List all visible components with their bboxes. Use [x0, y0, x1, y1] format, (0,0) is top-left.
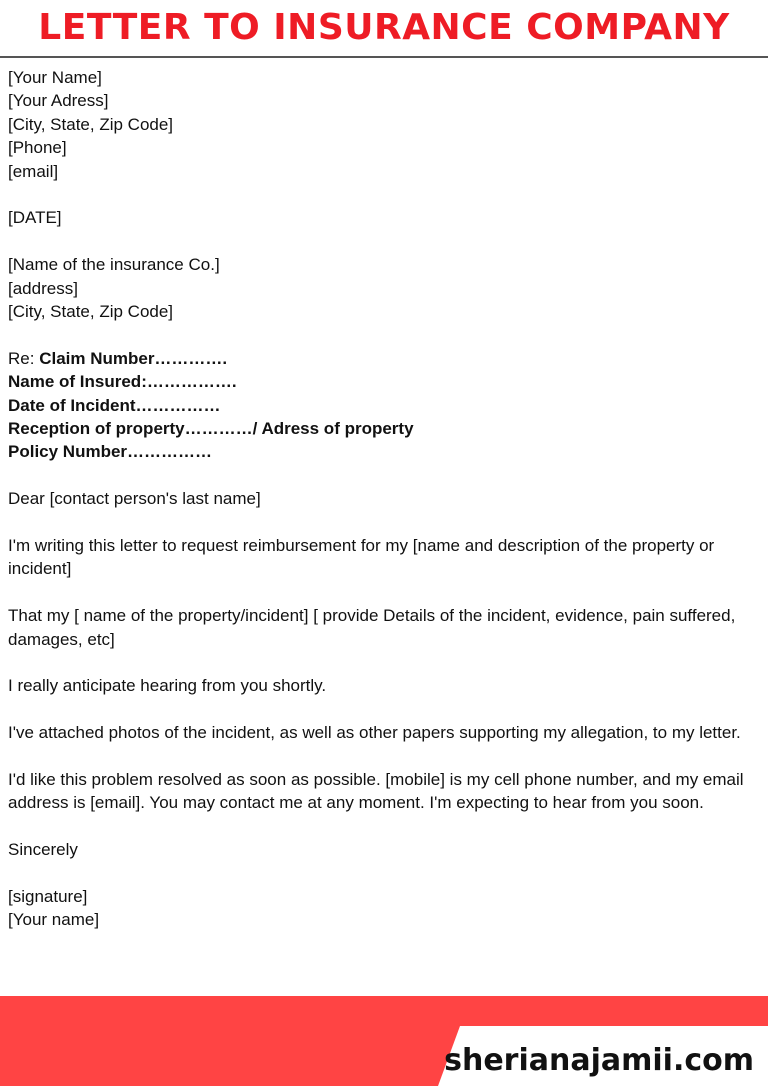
letter-date: [DATE] [8, 208, 62, 228]
salutation: Dear [contact person's last name] [8, 489, 261, 509]
date-of-incident: Date of Incident…………… [8, 395, 221, 415]
closing: Sincerely [8, 840, 78, 860]
recipient-block [8, 253, 760, 323]
sender-email: [email] [8, 161, 59, 181]
footer-band [0, 996, 768, 1086]
name-of-insured: Name of Insured:……………. [8, 372, 237, 392]
sender-city-state-zip: [City, State, Zip Code] [8, 114, 174, 134]
brand-link[interactable]: sherianajamii.com [444, 1043, 754, 1078]
recipient-company: [Name of the insurance Co.] [8, 255, 220, 275]
page-title: LETTER TO INSURANCE COMPANY [38, 7, 730, 48]
policy-number: Policy Number…………… [8, 442, 213, 462]
body-paragraph-2: That my [ name of the property/incident] [ provide Details of the incident, evidence, pain suffered, damages, etc] [8, 606, 736, 649]
letter-body [8, 66, 760, 932]
re-prefix: Re: [8, 348, 40, 368]
sender-name: [Your Name] [8, 68, 102, 87]
recipient-address: [address] [8, 278, 78, 298]
body-paragraph-1: I'm writing this letter to request reimbursement for my [name and description of the property or incident] [8, 536, 715, 579]
reference-block [8, 347, 760, 464]
body-paragraph-3: I really anticipate hearing from you shortly. [8, 676, 327, 696]
claim-number: Claim Number…………. [39, 348, 228, 368]
sender-block [8, 66, 760, 183]
recipient-city-state-zip: [City, State, Zip Code] [8, 302, 174, 322]
title-divider [0, 56, 768, 58]
body-paragraph-5: I'd like this problem resolved as soon as possible. [mobile] is my cell phone number, and my email address is [email]. You may contact me at any moment. I'm expecting to hear from you soon. [8, 770, 744, 813]
sender-phone: [Phone] [8, 138, 67, 158]
body-paragraph-4: I've attached photos of the incident, as well as other papers supporting my allegation, to my letter. [8, 723, 741, 743]
signature: [signature] [8, 887, 88, 907]
sender-address: [Your Adress] [8, 91, 109, 111]
reception-of-property: Reception of property…………/ Adress of property [8, 419, 414, 439]
signature-name: [Your name] [8, 910, 100, 930]
